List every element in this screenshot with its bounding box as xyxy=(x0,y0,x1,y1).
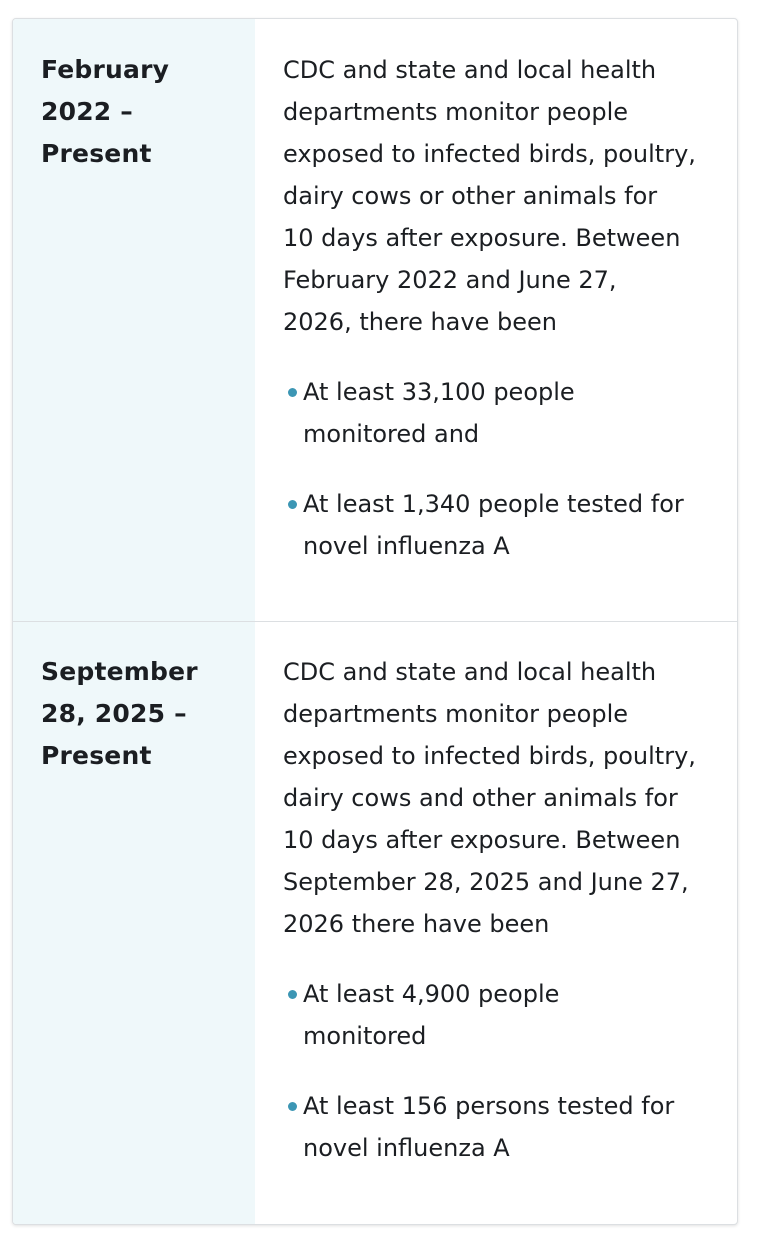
description-paragraph xyxy=(283,651,717,945)
list-item xyxy=(283,483,717,567)
paragraph-line: departments monitor people xyxy=(283,700,628,728)
bullet-list xyxy=(283,973,717,1169)
paragraph-line: CDC and state and local health xyxy=(283,56,657,84)
paragraph-line: exposed to infected birds, poultry, xyxy=(283,742,696,770)
paragraph-line: 2026 there have been xyxy=(283,910,550,938)
date-text: Present xyxy=(41,741,152,770)
bullet-text: monitored xyxy=(303,1022,427,1050)
date-text: 2022 – xyxy=(41,97,133,126)
bullet-list xyxy=(283,371,717,567)
bullet-text: novel influenza A xyxy=(303,532,510,560)
bullet-text: At least 4,900 people xyxy=(303,980,560,1008)
paragraph-line: 10 days after exposure. Between xyxy=(283,826,681,854)
paragraph-line: dairy cows and other animals for xyxy=(283,784,678,812)
paragraph-line: exposed to infected birds, poultry, xyxy=(283,140,696,168)
paragraph-line: 2026, there have been xyxy=(283,308,557,336)
bullet-text: At least 1,340 people tested for xyxy=(303,490,684,518)
bullet-dot-icon xyxy=(288,388,297,397)
table-row xyxy=(13,19,737,622)
bullet-dot-icon xyxy=(288,990,297,999)
date-text: Present xyxy=(41,139,152,168)
bullet-text: novel influenza A xyxy=(303,1134,510,1162)
table-row xyxy=(13,622,737,1225)
paragraph-line: departments monitor people xyxy=(283,98,628,126)
detail-cell xyxy=(255,19,737,621)
bullet-dot-icon xyxy=(288,1102,297,1111)
paragraph-line: 10 days after exposure. Between xyxy=(283,224,681,252)
paragraph-line: CDC and state and local health xyxy=(283,658,657,686)
paragraph-line: dairy cows or other animals for xyxy=(283,182,658,210)
paragraph-line: September 28, 2025 and June 27, xyxy=(283,868,689,896)
date-text: September xyxy=(41,657,198,686)
bullet-dot-icon xyxy=(288,500,297,509)
description-paragraph xyxy=(283,49,717,343)
date-cell xyxy=(13,622,255,1225)
bullet-text: At least 156 persons tested for xyxy=(303,1092,675,1120)
date-cell xyxy=(13,19,255,621)
date-text: 28, 2025 – xyxy=(41,699,187,728)
detail-cell xyxy=(255,622,737,1225)
date-text: February xyxy=(41,55,170,84)
list-item xyxy=(283,973,717,1057)
monitoring-table xyxy=(12,18,738,1225)
paragraph-line: February 2022 and June 27, xyxy=(283,266,617,294)
bullet-text: At least 33,100 people xyxy=(303,378,575,406)
bullet-text: monitored and xyxy=(303,420,480,448)
list-item xyxy=(283,1085,717,1169)
list-item xyxy=(283,371,717,455)
